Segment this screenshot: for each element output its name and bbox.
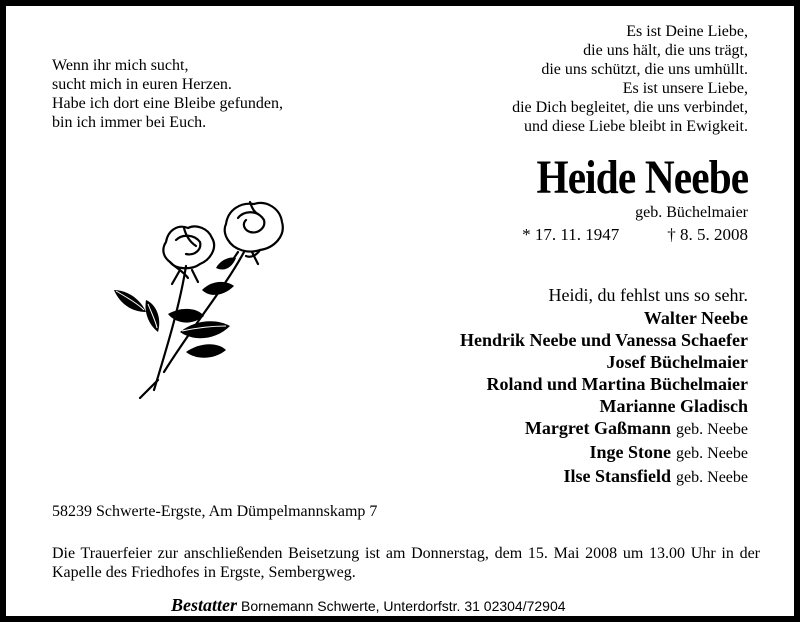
dedication: Heidi, du fehlst uns so sehr.: [548, 285, 748, 305]
poem-line: die uns hält, die uns trägt,: [583, 42, 748, 59]
mourner-name: Margret Gaßmann: [524, 418, 672, 438]
birth-date: * 17. 11. 1947: [522, 225, 620, 244]
poem-line: Es ist unsere Liebe,: [622, 80, 748, 97]
poem-line: Wenn ihr mich sucht,: [52, 57, 189, 74]
mourner-name: Josef Büchelmaier: [606, 352, 748, 372]
life-dates: [522, 225, 748, 245]
rose-icon: [106, 194, 296, 399]
poem-line: sucht mich in euren Herzen.: [52, 76, 232, 93]
mourner: [460, 351, 748, 373]
mourner-birth-name: geb. Neebe: [676, 421, 748, 438]
mourner-name: Ilse Stansfield: [563, 466, 672, 486]
poem-line: die Dich begleitet, die uns verbindet,: [512, 99, 748, 116]
mourner: [460, 307, 748, 329]
poem-line: und diese Liebe bleibt in Ewigkeit.: [524, 118, 748, 135]
mourners-list: [460, 307, 748, 489]
mourner-name: Marianne Gladisch: [599, 396, 748, 416]
address: 58239 Schwerte-Ergste, Am Dümpelmannskamp 7: [52, 503, 378, 520]
mourner-name: Roland und Martina Büchelmaier: [486, 374, 748, 394]
mourner-name: Walter Neebe: [643, 308, 748, 328]
deceased-name: Heide Neebe: [536, 151, 748, 204]
death-date: † 8. 5. 2008: [667, 225, 748, 244]
mourner: [460, 329, 748, 351]
poem-line: Habe ich dort eine Bleibe gefunden,: [52, 95, 284, 112]
undertaker-contact: Bornemann Schwerte, Unterdorfstr. 31 02304/72904: [241, 598, 566, 614]
poem-line: bin ich immer bei Euch.: [52, 114, 207, 131]
ceremony-info: Die Trauerfeier zur anschließenden Beisetzung ist am Donnerstag, dem 15. Mai 2008 um 13.00 Uhr in der Kapelle des Friedhofes in Ergste, Sembergweg.: [52, 545, 760, 581]
mourner: [460, 395, 748, 417]
poem-left: [52, 56, 283, 132]
mourner: [460, 465, 748, 489]
birth-name: geb. Büchelmaier: [635, 204, 748, 221]
poem-line: Es ist Deine Liebe,: [626, 23, 748, 40]
mourner-birth-name: geb. Neebe: [676, 445, 748, 462]
undertaker-logo: Bestatter: [171, 595, 237, 615]
mourner: [460, 441, 748, 465]
mourner-birth-name: geb. Neebe: [676, 469, 748, 486]
mourner: [460, 373, 748, 395]
mourner-name: Hendrik Neebe und Vanessa Schaefer: [459, 330, 748, 350]
poem-line: die uns schützt, die uns umhüllt.: [541, 61, 748, 78]
mourner: [460, 417, 748, 441]
mourner-name: Inge Stone: [589, 442, 672, 462]
undertaker-footer: [171, 595, 566, 616]
poem-right: [512, 22, 748, 136]
